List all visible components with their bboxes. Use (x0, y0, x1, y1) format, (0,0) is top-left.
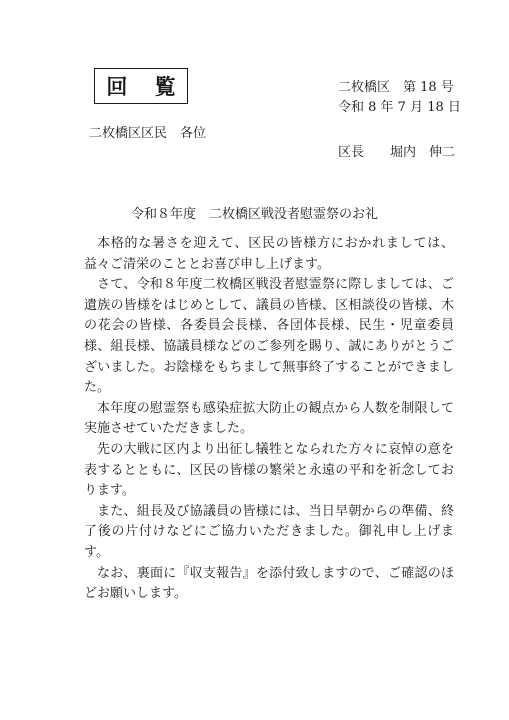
issue-date: 令和 8 年 7 月 18 日 (338, 100, 461, 115)
recipient-line: 二枚橋区区民 各位 (89, 126, 207, 141)
issuer-block (338, 78, 461, 118)
body-paragraph: 本年度の慰霊祭も感染症拡大防止の観点から人数を制限して実施させていただきました。 (84, 400, 454, 437)
document-body (84, 234, 454, 605)
body-paragraph: なお、裏面に『収支報告』を添付致しますので、ご確認のほどお願いします。 (84, 565, 454, 602)
body-paragraph: 先の大戦に区内より出征し犠牲となられた方々に哀悼の意を表するとともに、区民の皆様の繁栄と永遠の平和を祈念しております。 (84, 441, 454, 499)
body-paragraph: また、組長及び協議員の皆様には、当日早朝からの準備、終了後の片付けなどにご協力いただきました。御礼申し上げます。 (84, 503, 454, 560)
circulation-stamp: 回 覧 (94, 68, 188, 104)
body-paragraph: さて、令和８年度二枚橋区戦没者慰霊祭に際しましては、ご遺族の皆様をはじめとして、議員の皆様、区相談役の皆様、木の花会の皆様、各委員会長様、各団体長様、民生・児童委員様、組長様、協議員様などのご参列を賜り、誠にありがとうございました。お陰様をもちまして無事終了することができました。 (84, 277, 454, 396)
document-title: 令和８年度 二枚橋区戦没者慰霊祭のお礼 (130, 207, 378, 222)
body-paragraph: 本格的な暑さを迎えて、区民の皆様方におかれましては、益々ご清栄のこととお喜び申し上げます。 (84, 236, 454, 272)
signer-line: 区長 堀内 伸二 (338, 145, 456, 160)
issue-number: 二枚橋区 第 18 号 (338, 80, 454, 95)
